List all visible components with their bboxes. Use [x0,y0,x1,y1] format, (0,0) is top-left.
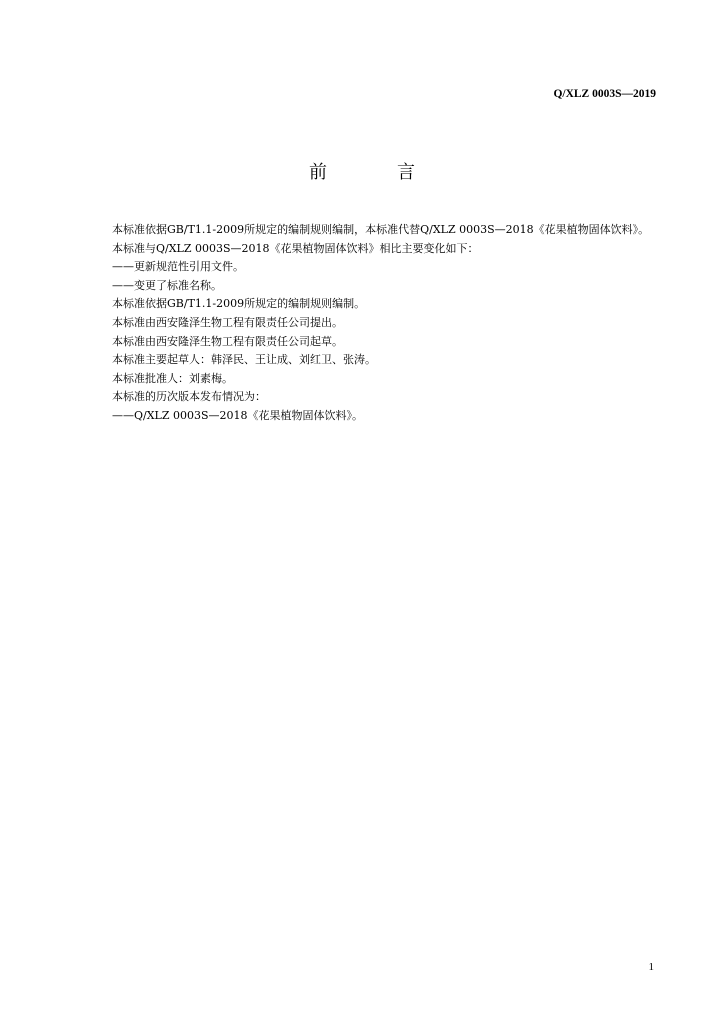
paragraph-proposed-by: 本标准由西安隆泽生物工程有限责任公司提出。 [112,315,343,329]
paragraph-change-name: ——变更了标准名称。 [112,278,222,292]
paragraph-drafted-by: 本标准由西安隆泽生物工程有限责任公司起草。 [112,334,343,348]
foreword-body [86,221,658,426]
paragraph-drafting-rules: 本标准依据GB/T1.1-2009所规定的编制规则编制。 [112,297,366,311]
page-number: 1 [648,961,654,973]
paragraph-main-drafters: 本标准主要起草人：韩泽民、王让成、刘红卫、张涛。 [112,353,376,367]
paragraph-changes-intro: 本标准与Q/XLZ 0003S—2018《花果植物固体饮料》相比主要变化如下： [112,241,479,255]
paragraph-change-references: ——更新规范性引用文件。 [112,260,244,274]
standard-code: Q/XLZ 0003S—2019 [553,88,656,100]
paragraph-basis-replacement: 本标准依据GB/T1.1-2009所规定的编制规则编制，本标准代替Q/XLZ 0003S—2018《花果植物固体饮料》。 [112,223,650,236]
page-title: 前 言 [309,162,441,183]
paragraph-approver: 本标准批准人：刘素梅。 [112,371,233,385]
paragraph-history-item: ——Q/XLZ 0003S—2018《花果植物固体饮料》。 [112,408,364,422]
paragraph-history-intro: 本标准的历次版本发布情况为： [112,390,266,404]
